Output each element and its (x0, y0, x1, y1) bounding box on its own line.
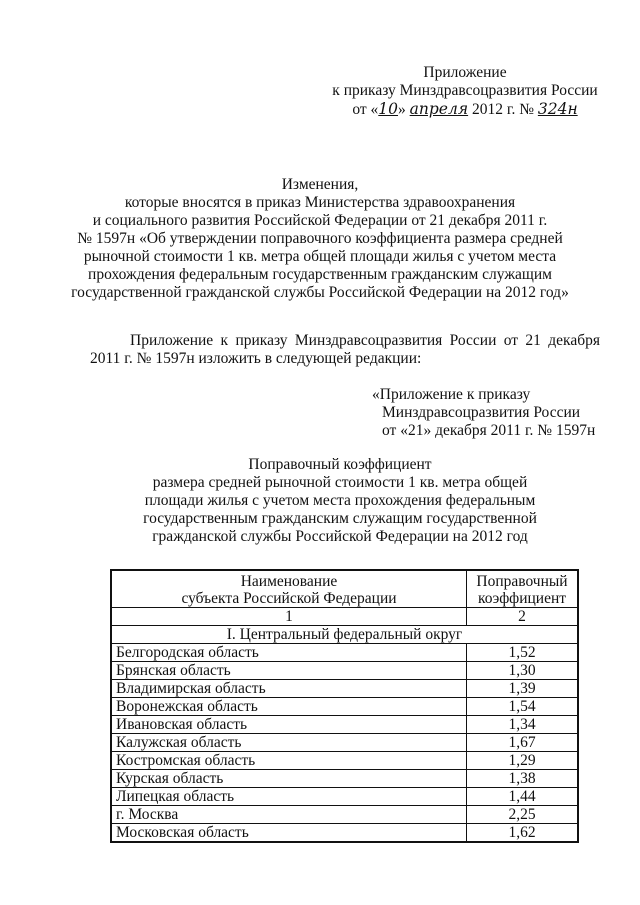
title-line-6: прохождения федеральным государственным гражданским служащим (88, 266, 552, 283)
subtitle-line-3: площади жилья с учетом места прохождения федеральным (144, 492, 536, 509)
table-header-row (111, 570, 578, 608)
table-row (111, 752, 578, 770)
table-row (111, 824, 578, 843)
handwritten-day: 10 (378, 100, 399, 118)
header-title: Приложение (423, 64, 507, 81)
region-name: Владимирская область (111, 680, 467, 698)
coefficient-value: 1,52 (467, 644, 579, 662)
coefficient-value: 1,29 (467, 752, 579, 770)
header-name-line-1: Наименование (240, 573, 338, 590)
table-row (111, 662, 578, 680)
handwritten-month: апреля (409, 100, 469, 118)
table-row (111, 680, 578, 698)
region-name: Курская область (111, 770, 467, 788)
table-row (111, 716, 578, 734)
table-row (111, 644, 578, 662)
region-name: Липецкая область (111, 788, 467, 806)
column-number-2: 2 (467, 608, 579, 626)
region-name: Московская область (111, 824, 467, 843)
table-row (111, 806, 578, 824)
coefficient-value: 1,30 (467, 662, 579, 680)
title-line-7: государственной гражданской службы Российской Федерации на 2012 год» (71, 284, 569, 301)
coefficient-value: 1,39 (467, 680, 579, 698)
coefficient-value: 1,62 (467, 824, 579, 843)
column-number-1: 1 (111, 608, 467, 626)
table-row (111, 734, 578, 752)
title-line-3: и социального развития Российской Федерации от 21 декабря 2011 г. (92, 212, 548, 229)
title-line-2: которые вносятся в приказ Министерства здравоохранения (124, 194, 516, 211)
coefficient-value: 1,34 (467, 716, 579, 734)
coefficient-value: 1,38 (467, 770, 579, 788)
intro-line-1: Приложение к приказу Минздравсоцразвития России от 21 декабря (130, 332, 600, 349)
table-row (111, 770, 578, 788)
region-name: Костромская область (111, 752, 467, 770)
region-name: Белгородская область (111, 644, 467, 662)
header-coef-line-2: коэффициент (477, 590, 567, 607)
appendix-line-2: Минздравсоцразвития России (382, 404, 581, 421)
region-name: Брянская область (111, 662, 467, 680)
header-order-ref: к приказу Минздравсоцразвития России (332, 82, 598, 99)
table-column-numbers-row (111, 608, 578, 626)
table-section-row (111, 626, 578, 644)
region-name: Воронежская область (111, 698, 467, 716)
appendix-line-3: от «21» декабря 2011 г. № 1597н (382, 422, 596, 439)
region-name: Калужская область (111, 734, 467, 752)
coefficient-value: 1,54 (467, 698, 579, 716)
subtitle-line-4: государственным гражданским служащим государственной (143, 510, 537, 527)
title-line-4: № 1597н «Об утверждении поправочного коэффициента размера средней (77, 230, 563, 247)
coefficient-value: 2,25 (467, 806, 579, 824)
date-year: 2012 г. № (468, 101, 538, 118)
subtitle-line-2: размера средней рыночной стоимости 1 кв. метра общей (152, 474, 528, 491)
handwritten-number: 324н (537, 100, 578, 118)
header-date-line (300, 100, 630, 119)
header-name-line-2: субъекта Российской Федерации (181, 590, 397, 607)
table-header-name (111, 570, 467, 608)
region-name: Ивановская область (111, 716, 467, 734)
coefficient-value: 1,67 (467, 734, 579, 752)
intro-line-2: 2011 г. № 1597н изложить в следующей редакции: (90, 350, 422, 367)
coefficient-table (110, 569, 579, 843)
title-line-5: рыночной стоимости 1 кв. метра общей площади жилья с учетом места (83, 248, 557, 265)
table-row (111, 788, 578, 806)
date-prefix: от « (352, 101, 379, 118)
subtitle-line-5: гражданской службы Российской Федерации на 2012 год (152, 528, 528, 545)
region-name: г. Москва (111, 806, 467, 824)
section-title: I. Центральный федеральный округ (111, 626, 578, 644)
title-line-1: Изменения, (281, 176, 359, 193)
appendix-line-1: «Приложение к приказу (372, 386, 531, 403)
coefficient-value: 1,44 (467, 788, 579, 806)
table-header-coefficient (467, 570, 579, 608)
date-quote: » (398, 101, 406, 118)
header-coef-line-1: Поправочный (476, 573, 568, 590)
table-row (111, 698, 578, 716)
subtitle-line-1: Поправочный коэффициент (248, 456, 432, 473)
